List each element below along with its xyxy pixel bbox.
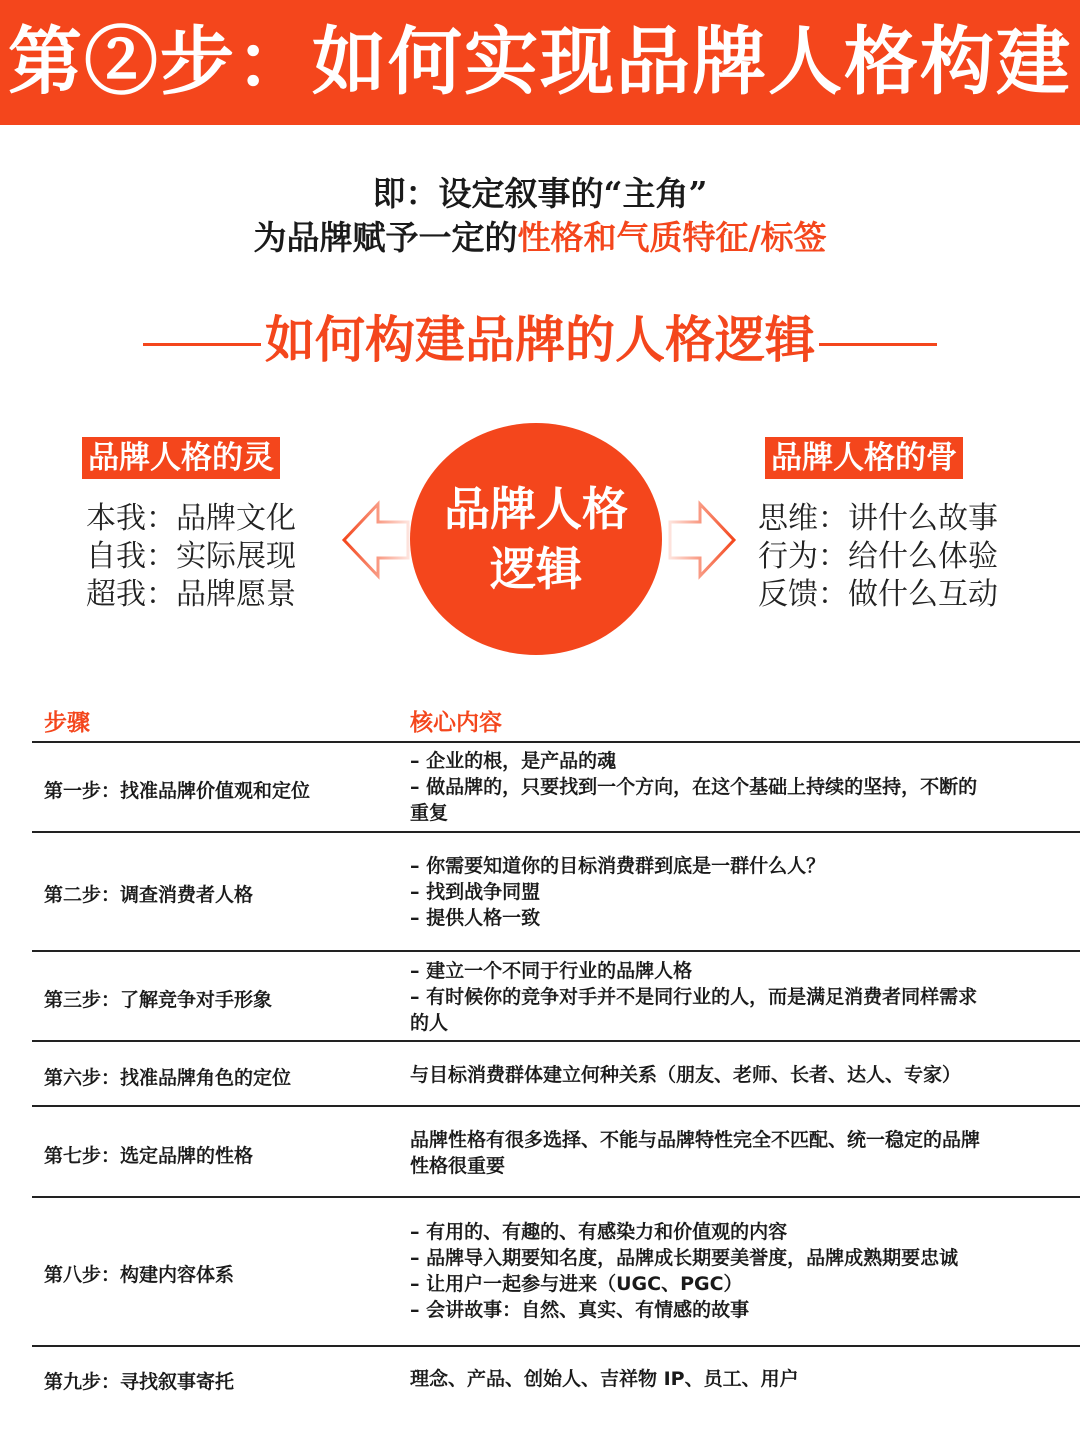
- table-divider: [32, 741, 1080, 743]
- table-row-content: [410, 958, 1066, 1036]
- table-row-step: 第三步：了解竞争对手形象: [44, 989, 273, 1011]
- table-divider: [32, 1040, 1080, 1042]
- table-row-content: [410, 853, 1066, 931]
- content-line: – 有用的、有趣的、有感染力和价值观的内容: [410, 1221, 788, 1243]
- content-line: – 你需要知道你的目标消费群到底是一群什么人？: [410, 855, 826, 877]
- content-line: – 建立一个不同于行业的品牌人格: [410, 960, 693, 982]
- content-line: 重复: [410, 802, 449, 824]
- left-panel-item: 本我：品牌文化: [86, 501, 296, 536]
- arrow-right-icon: [668, 500, 738, 580]
- left-panel-tag: 品牌人格的灵: [82, 437, 280, 479]
- table-row-step: 第七步：选定品牌的性格: [44, 1145, 254, 1167]
- table-divider: [32, 950, 1080, 952]
- right-panel-items: [758, 500, 998, 614]
- content-line: – 找到战争同盟: [410, 881, 541, 903]
- content-line: – 企业的根，是产品的魂: [410, 750, 617, 772]
- intro-line-2: [0, 212, 1080, 259]
- right-panel-item: 行为：给什么体验: [758, 539, 998, 574]
- content-line: 理念、产品、创始人、吉祥物 IP、员工、用户: [410, 1368, 799, 1390]
- content-line: 性格很重要: [410, 1155, 506, 1177]
- content-line: – 会讲故事：自然、真实、有情感的故事: [410, 1299, 750, 1321]
- right-panel-item: 思维：讲什么故事: [758, 501, 998, 536]
- content-line: – 提供人格一致: [410, 907, 541, 929]
- table-row-content: [410, 748, 1066, 826]
- center-circle-line1: 品牌人格: [444, 482, 628, 536]
- right-panel-tag: 品牌人格的骨: [765, 437, 963, 479]
- table-row-step: 第二步：调查消费者人格: [44, 884, 254, 906]
- table-header-steps: 步骤: [44, 710, 90, 736]
- center-circle: [410, 423, 662, 655]
- table-row-content: [410, 1366, 1066, 1392]
- page-banner: [0, 0, 1080, 125]
- table-divider: [32, 1196, 1080, 1198]
- center-circle-line2: 逻辑: [490, 542, 582, 596]
- table-divider: [32, 831, 1080, 833]
- intro-line-2-prefix: 为品牌赋予一定的: [253, 218, 518, 257]
- section-title: [0, 300, 1080, 372]
- table-divider: [32, 1105, 1080, 1107]
- left-panel-item: 超我：品牌愿景: [86, 577, 296, 612]
- content-line: – 做品牌的，只要找到一个方向，在这个基础上持续的坚持，不断的: [410, 776, 978, 798]
- title-rule-left: [143, 343, 261, 346]
- title-rule-right: [819, 343, 937, 346]
- arrow-left-icon: [340, 500, 410, 580]
- table-header-content: 核心内容: [410, 710, 502, 736]
- table-row-content: [410, 1219, 1066, 1323]
- table-divider: [32, 1345, 1080, 1347]
- left-panel-item: 自我：实际展现: [86, 539, 296, 574]
- content-line: – 让用户一起参与进来（UGC、PGC）: [410, 1273, 743, 1295]
- page-title: 第②步：如何实现品牌人格构建: [8, 19, 1072, 105]
- content-line: – 有时候你的竞争对手并不是同行业的人，而是满足消费者同样需求: [410, 986, 978, 1008]
- right-panel-item: 反馈：做什么互动: [758, 577, 998, 612]
- section-title-text: 如何构建品牌的人格逻辑: [265, 310, 815, 369]
- left-panel-items: [86, 500, 296, 614]
- table-row-step: 第九步：寻找叙事寄托: [44, 1371, 235, 1393]
- table-row-step: 第一步：找准品牌价值观和定位: [44, 780, 311, 802]
- table-row-step: 第八步：构建内容体系: [44, 1264, 235, 1286]
- table-row-content: [410, 1127, 1066, 1179]
- content-line: 品牌性格有很多选择、不能与品牌特性完全不匹配、统一稳定的品牌: [410, 1129, 981, 1151]
- content-line: 与目标消费群体建立何种关系（朋友、老师、长者、达人、专家）: [410, 1064, 962, 1086]
- intro-line-1: 即：设定叙事的“主角”: [372, 174, 708, 213]
- table-row-step: 第六步：找准品牌角色的定位: [44, 1067, 292, 1089]
- intro-line-2-highlight: 性格和气质特征/标签: [517, 218, 827, 257]
- table-row-content: [410, 1062, 1066, 1088]
- content-line: 的人: [410, 1012, 449, 1034]
- content-line: – 品牌导入期要知名度，品牌成长期要美誉度，品牌成熟期要忠诚: [410, 1247, 959, 1269]
